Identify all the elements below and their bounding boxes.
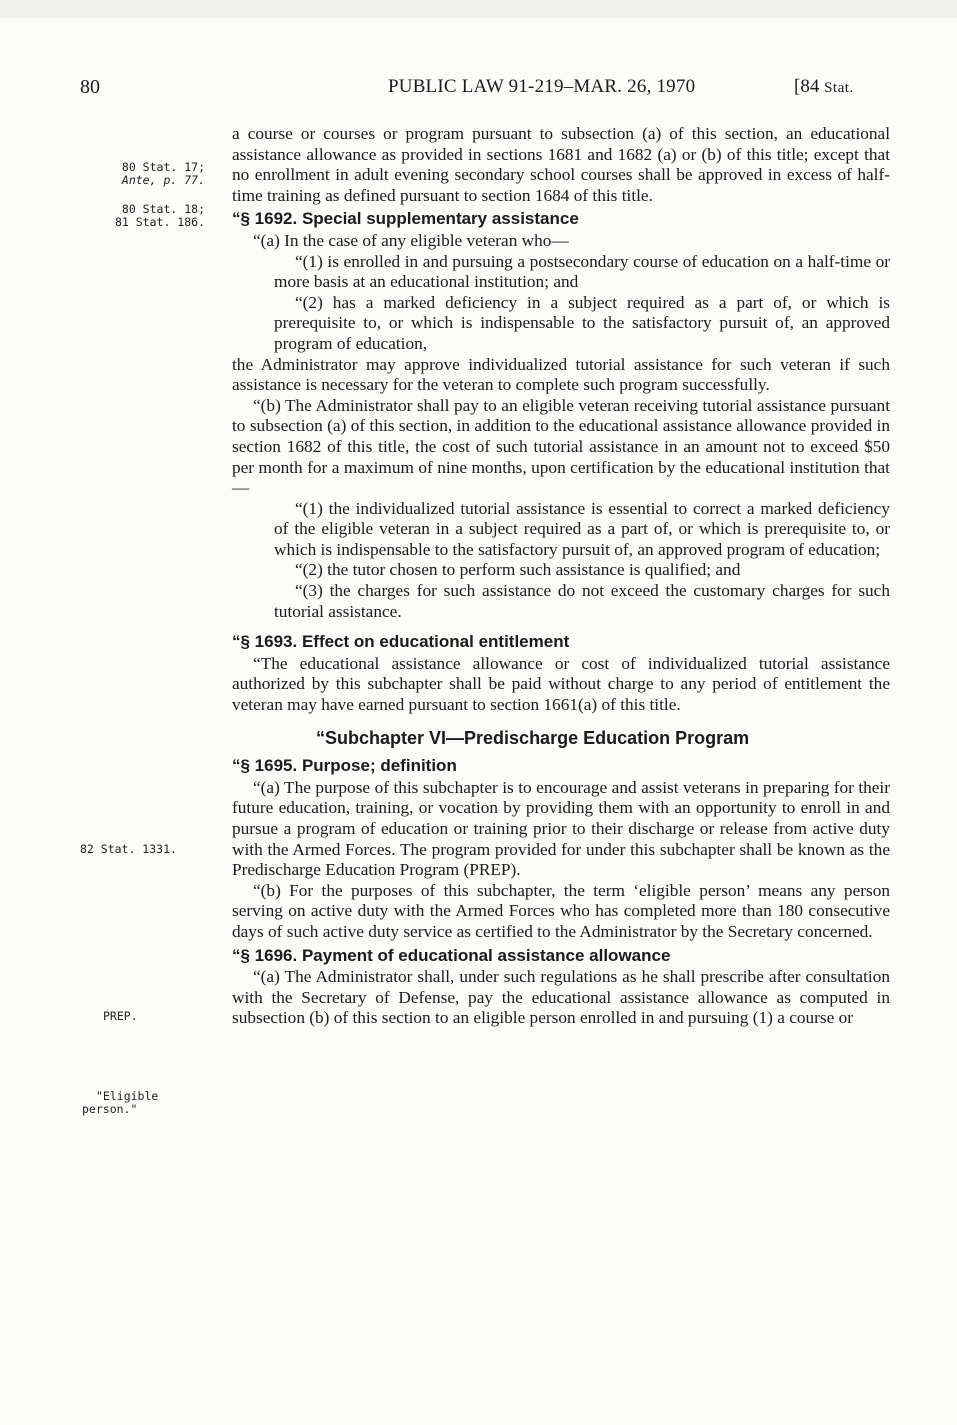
page-number: 80 [80,76,100,98]
subchapter-heading: “Subchapter VI—Predischarge Education Program [316,727,750,748]
volume-bracket: [84 [794,76,825,97]
section-heading-1693: “§ 1693. Effect on educational entitlement [232,632,570,652]
paragraph: “(b) For the purposes of this subchapter, the term ‘eligible person’ means any person serving on active duty with the Armed Forces who has completed more than 180 consecutive days of such active duty service as certified to the Administrator by the Secretary concerned. [232,880,890,941]
paragraph: “(2) the tutor chosen to perform such assistance is qualified; and [295,560,741,580]
margin-note-stat-17 [122,161,205,187]
paragraph: “(2) has a marked deficiency in a subject required as a part of, or which is prerequisite to, or which is indispensable to the satisfactory pursuit of, an approved program of education, [274,292,890,353]
running-title: PUBLIC LAW 91-219–MAR. 26, 1970 [388,76,696,97]
paragraph: a course or courses or program pursuant to subsection (a) of this section, an educational assistance allowance as provided in sections 1681 and 1682 (a) or (b) of this title; except that no enrollment in adult evening secondary school courses shall be approved in excess of half-time training as defined pursuant to section 1684 of this title. [232,124,890,205]
paragraph: the Administrator may approve individualized tutorial assistance for such veteran if such assistance is necessary for the veteran to complete such program successfully. [232,354,890,395]
paragraph: “(a) The Administrator shall, under such regulations as he shall prescribe after consultation with the Secretary of Defense, pay the educational assistance allowance as computed in subsection (b) of this section to an eligible person enrolled in and pursuing (1) a course or [232,967,890,1028]
section-heading-1692: “§ 1692. Special supplementary assistance [232,209,579,229]
paragraph: “(1) the individualized tutorial assistance is essential to correct a marked deficiency of the eligible veteran in a subject required as a part of, or which is prerequisite to, or which is indispensable to the satisfactory pursuit of, an approved program of education; [274,498,890,559]
margin-note-line: 80 Stat. 17; [121,160,205,174]
margin-note-line: 81 Stat. 186. [114,215,205,229]
volume-stat: Stat. [824,80,854,96]
bleed-through-top [0,0,957,18]
paragraph: “(a) In the case of any eligible veteran who— [253,230,569,250]
main-body [232,124,890,1029]
paragraph: “(b) The Administrator shall pay to an eligible veteran receiving tutorial assistance pursuant to subsection (a) of this section, in addition to the educational assistance allowance provided in section 1682 of this title, the cost of such tutorial assistance in an amount not to exceed $50 per month for a maximum of nine months, upon certification by the educational institution that— [232,395,890,498]
margin-note-eligible-person [82,1090,158,1116]
margin-note-line: "Eligible [96,1089,159,1103]
paragraph: “(1) is enrolled in and pursuing a postsecondary course of education on a half-time or more basis at an educational institution; and [274,251,890,292]
margin-note-prep [103,1010,138,1023]
margin-note-line: PREP. [103,1009,138,1023]
margin-note-line: Ante, p. 77. [121,173,205,187]
paragraph: “(a) The purpose of this subchapter is to encourage and assist veterans in preparing for their future education, training, or vocation by providing them with an opportunity to enroll in and pursue a program of education or training prior to their discharge or release from active duty with the Armed Forces. The program provided for under this subchapter shall be known as the Predischarge Education Program (PREP). [232,777,890,880]
paragraph: “The educational assistance allowance or cost of individualized tutorial assistance authorized by this subchapter shall be paid without charge to any period of entitlement the veteran may have earned pursuant to section 1661(a) of this title. [232,653,890,715]
margin-note-stat-18 [115,203,205,229]
volume-reference [794,76,854,98]
paragraph: “(3) the charges for such assistance do not exceed the customary charges for such tutorial assistance. [274,581,890,621]
section-heading-1695: “§ 1695. Purpose; definition [232,756,457,776]
margin-note-line: 80 Stat. 18; [121,202,205,216]
section-heading-1696: “§ 1696. Payment of educational assistance allowance [232,945,671,965]
margin-note-stat-1331 [80,843,177,856]
margin-note-line: 82 Stat. 1331. [80,842,177,856]
page-header [0,76,957,102]
margin-note-line: person." [82,1102,138,1116]
